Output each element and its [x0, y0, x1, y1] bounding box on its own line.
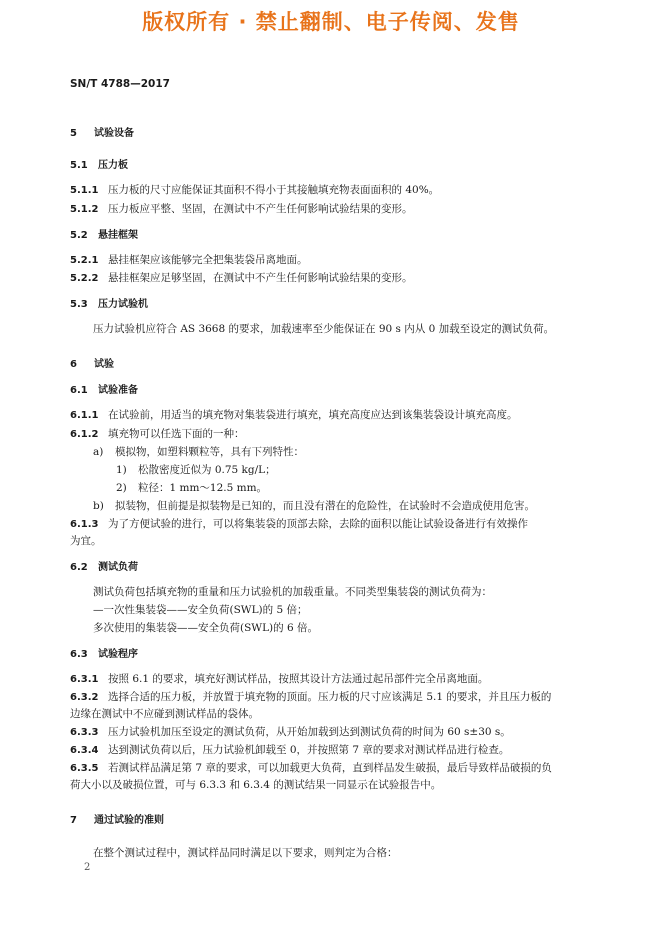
clause-number: 5.1.1	[70, 185, 99, 196]
clause-number: 5.2.1	[70, 255, 99, 266]
clause-text: 在试验前，用适当的填充物对集装袋进行填充，填充高度应达到该集装袋设计填充高度。	[108, 409, 518, 421]
subsection-heading	[70, 159, 128, 173]
subsection-heading	[70, 229, 138, 243]
clause-text: 为了方便试验的进行，可以将集装袋的顶部去除，去除的面积以能让试验设备进行有效操作	[108, 518, 528, 530]
paragraph: 测试负荷包括填充物的重量和压力试验机的加载重量。不同类型集装袋的测试负荷为：	[93, 586, 492, 598]
clause-text: 按照 6.1 的要求，填充好测试样品，按照其设计方法通过起吊部件完全吊离地面。	[108, 673, 489, 685]
subsection-number: 6.2	[70, 562, 88, 573]
subsection-title: 悬挂框架	[98, 230, 138, 241]
list-marker: 1)	[116, 464, 127, 476]
page-number: 2	[84, 862, 91, 873]
list-marker: a)	[93, 446, 104, 458]
clause	[70, 690, 551, 705]
clause-text: 悬挂框架应足够坚固，在测试中不产生任何影响试验结果的变形。	[108, 272, 413, 284]
clause-number: 6.3.4	[70, 745, 99, 756]
clause-number: 5.2.2	[70, 273, 99, 284]
subsection-number: 5.2	[70, 230, 88, 241]
subsection-heading	[70, 298, 148, 312]
subsection-heading	[70, 648, 138, 662]
clause-continuation: 边缘在测试中不应碰到测试样品的袋体。	[70, 708, 259, 720]
list-item-text: 拟装物，但前提是拟装物是已知的，而且没有潜在的危险性，在试验时不会造成使用危害。	[115, 500, 535, 512]
list-item	[93, 445, 304, 459]
clause	[70, 271, 413, 286]
section-title: 试验	[94, 359, 114, 370]
subsection-title: 测试负荷	[98, 562, 138, 573]
subsection-title: 试验程序	[98, 649, 138, 660]
subsection-title: 压力试验机	[98, 299, 148, 310]
clause	[70, 725, 511, 740]
subsection-number: 5.3	[70, 299, 88, 310]
subsection-number: 5.1	[70, 160, 88, 171]
clause	[70, 517, 528, 532]
clause-number: 5.1.2	[70, 204, 99, 215]
clause-number: 6.3.5	[70, 763, 99, 774]
copyright-watermark: 版权所有 · 禁止翻制、电子传阅、发售	[142, 10, 520, 34]
clause	[70, 253, 308, 268]
section-title: 试验设备	[94, 128, 134, 139]
clause-text: 达到测试负荷以后，压力试验机卸载至 0，并按照第 7 章的要求对测试样品进行检查。	[108, 744, 510, 756]
clause-text: 压力试验机加压至设定的测试负荷，从开始加载到达到测试负荷的时间为 60 s±30 s。	[108, 726, 511, 738]
list-marker: b)	[93, 500, 104, 512]
clause-text: 选择合适的压力板，并放置于填充物的顶面。压力板的尺寸应该满足 5.1 的要求，并且压力板的	[108, 691, 552, 703]
clause-text: 压力板的尺寸应能保证其面积不得小于其接触填充物表面面积的 40%。	[108, 184, 440, 196]
section-number: 5	[70, 128, 77, 139]
clause	[70, 743, 509, 758]
clause	[70, 183, 439, 198]
list-item-text: 松散密度近似为 0.75 kg/L；	[138, 464, 276, 476]
clause-number: 6.3.2	[70, 692, 99, 703]
paragraph: 压力试验机应符合 AS 3668 的要求，加载速率至少能保证在 90 s 内从 0 加载至设定的测试负荷。	[93, 323, 555, 335]
section-title: 通过试验的准则	[94, 815, 164, 826]
subsection-title: 试验准备	[98, 385, 138, 396]
list-item: —一次性集装袋——安全负荷(SWL)的 5 倍；	[93, 604, 308, 616]
subsection-title: 压力板	[98, 160, 128, 171]
clause	[70, 761, 552, 776]
clause-number: 6.3.1	[70, 674, 99, 685]
clause	[70, 672, 488, 687]
paragraph: 在整个测试过程中，测试样品同时满足以下要求，则判定为合格：	[93, 847, 398, 859]
subsection-heading	[70, 561, 138, 575]
clause	[70, 408, 518, 423]
list-item-text: 粒径：1 mm～12.5 mm。	[138, 482, 268, 494]
clause-text: 压力板应平整、坚固，在测试中不产生任何影响试验结果的变形。	[108, 203, 413, 215]
list-item	[116, 481, 267, 495]
section-number: 6	[70, 359, 77, 370]
clause-number: 6.1.2	[70, 429, 99, 440]
clause-text: 悬挂框架应该能够完全把集装袋吊离地面。	[108, 254, 308, 266]
list-item-text: 模拟物，如塑料颗粒等，具有下列特性：	[115, 446, 304, 458]
clause	[70, 427, 245, 442]
clause-number: 6.3.3	[70, 727, 99, 738]
clause	[70, 202, 413, 217]
section-number: 7	[70, 815, 77, 826]
standard-code: SN/T 4788—2017	[70, 78, 170, 90]
list-item: 多次使用的集装袋——安全负荷(SWL)的 6 倍。	[93, 622, 319, 634]
clause-text: 填充物可以任选下面的一种：	[108, 428, 245, 440]
section-heading	[70, 814, 164, 828]
clause-continuation: 荷大小以及破损位置，可与 6.3.3 和 6.3.4 的测试结果一同显示在试验报告中。	[70, 779, 442, 791]
clause-number: 6.1.1	[70, 410, 99, 421]
subsection-number: 6.3	[70, 649, 88, 660]
subsection-number: 6.1	[70, 385, 88, 396]
list-item	[93, 499, 535, 513]
clause-continuation: 为宜。	[70, 535, 102, 547]
clause-number: 6.1.3	[70, 519, 99, 530]
subsection-heading	[70, 384, 138, 398]
list-marker: 2)	[116, 482, 127, 494]
section-heading	[70, 127, 134, 141]
section-heading	[70, 358, 114, 372]
list-item	[116, 463, 276, 477]
clause-text: 若测试样品满足第 7 章的要求，可以加载更大负荷，直到样品发生破损，最后导致样品破损的负	[108, 762, 552, 774]
